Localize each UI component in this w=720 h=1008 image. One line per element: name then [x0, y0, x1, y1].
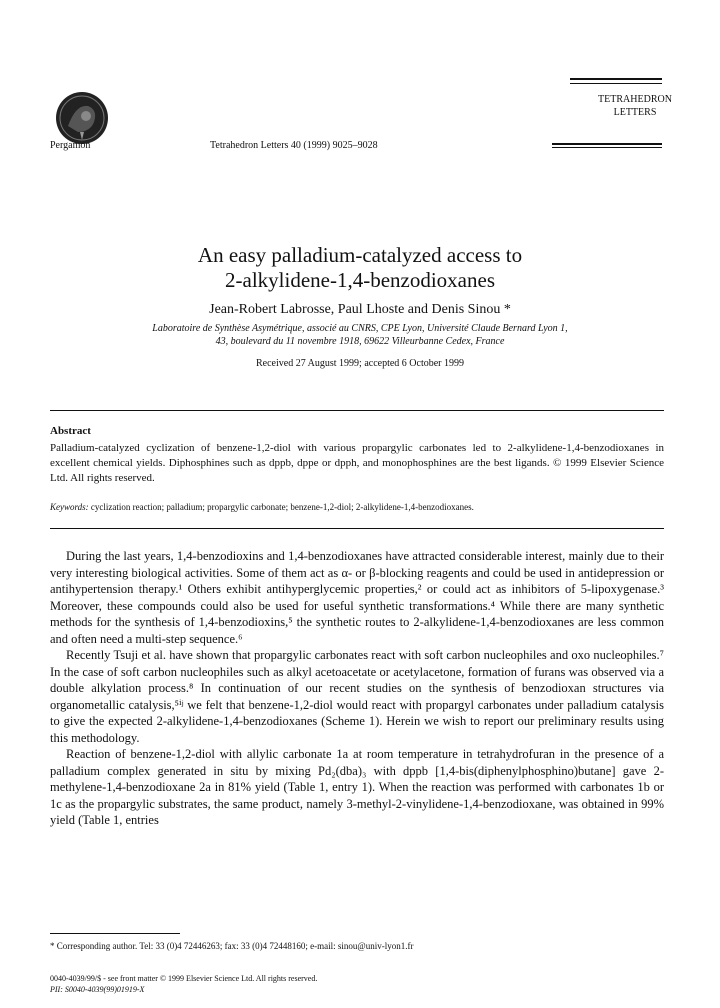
- footnote-rule: [50, 933, 180, 934]
- journal-rule-bottom: [552, 143, 662, 145]
- journal-rule-top-thin: [570, 83, 662, 84]
- title-line-1: An easy palladium-catalyzed access to: [197, 243, 523, 267]
- keywords-text: cyclization reaction; palladium; propargylic carbonate; benzene-1,2-diol; 2-alkylidene-1,4-benzodioxanes.: [88, 502, 474, 512]
- affiliation-line-1: Laboratoire de Synthèse Asymétrique, associé au CNRS, CPE Lyon, Université Claude Bernard Lyon 1,: [152, 323, 568, 334]
- body-paragraph-2: Recently Tsuji et al. have shown that propargylic carbonates react with soft carbon nucleophiles and oxo nucleophiles.⁷ In the case of soft carbon nucleophiles such as alkyl acetoacetate or acetylacetone, formation of furans was observed via a double alkylation process.⁸ In continuation of our recent studies on the synthesis of benzodioxan structures via organometallic catalysis,⁵ⁱʲ we felt that benzene-1,2-diol would react with propargyl carbonates under palladium catalysis to give the expected 2-alkylidene-1,4-benzodioxanes (Scheme 1). Herein we wish to report our preliminary results using this methodology.: [50, 648, 664, 745]
- journal-rule-bottom-thin: [552, 147, 662, 148]
- keywords: [50, 502, 664, 512]
- keywords-label: Keywords:: [50, 502, 89, 512]
- title-line-2: 2-alkylidene-1,4-benzodioxanes: [225, 268, 495, 292]
- affiliation: [60, 322, 660, 348]
- publisher-name: Pergamon: [50, 140, 91, 151]
- abstract-text: Palladium-catalyzed cyclization of benzene-1,2-diol with various propargylic carbonates led to 2-alkylidene-1,4-benzodioxanes in excellent chemical yields. Diphosphines such as dppb, dppe or dpph, and monophosphines are the best ligands. © 1999 Elsevier Science Ltd. All rights reserved.: [50, 442, 664, 484]
- journal-citation: Tetrahedron Letters 40 (1999) 9025–9028: [210, 140, 378, 151]
- journal-name-line1: TETRAHEDRON: [598, 94, 672, 105]
- journal-name: [560, 93, 710, 119]
- body-paragraph-1: During the last years, 1,4-benzodioxins and 1,4-benzodioxanes have attracted considerable interest, mainly due to their very interesting biological activities. Some of them act as α- or β-blocking reagents and could be used in antidepression or antihypertension therapy.¹ Others exhibit antihyperglycemic properties,² or could act as inhibitors of 5-lipoxygenase.³ Moreover, these compounds could also be used for useful synthetic transformations.⁴ While there are many synthetic methods for the synthesis of 1,4-benzodioxins,⁵ the synthetic routes to 2-alkylidene-1,4-benzodioxanes are less common and often need a multi-step sequence.⁶: [50, 549, 664, 646]
- abstract-rule-top: [50, 410, 664, 411]
- body-text: [50, 548, 664, 829]
- journal-rule-top: [570, 78, 662, 80]
- body-paragraph-3: Reaction of benzene-1,2-diol with allylic carbonate 1a at room temperature in tetrahydrofuran in the presence of a palladium complex generated in situ by mixing Pd₂(dba)₃ with dppb [1,4-bis(diphenylphosphino)butane] gave 2-methylene-1,4-benzodioxane 2a in 81% yield (Table 1, entry 1). When the reaction was performed with carbonates 1b or 1c as the propargylic substrates, the same product, namely 3-methyl-2-vinylidene-1,4-benzodioxane, was obtained in 99% yield (Table 1, entries: [50, 747, 664, 827]
- corresponding-author-footnote: * Corresponding author. Tel: 33 (0)4 72446263; fax: 33 (0)4 72448160; e-mail: sinou@univ-lyon1.fr: [50, 941, 414, 951]
- pii-line: PII: S0040-4039(99)01919-X: [50, 985, 145, 994]
- copyright-line: 0040-4039/99/$ - see front matter © 1999 Elsevier Science Ltd. All rights reserved.: [50, 974, 318, 983]
- article-title: [0, 243, 720, 293]
- elsevier-tree-logo-icon: [54, 90, 110, 146]
- received-dates: Received 27 August 1999; accepted 6 October 1999: [256, 358, 464, 369]
- affiliation-line-2: 43, boulevard du 11 novembre 1918, 69622 Villeurbanne Cedex, France: [215, 336, 505, 347]
- authors: Jean-Robert Labrosse, Paul Lhoste and Denis Sinou *: [209, 302, 511, 317]
- copyright-block: [50, 973, 317, 995]
- abstract-rule-bottom: [50, 528, 664, 529]
- abstract-heading: Abstract: [50, 425, 91, 437]
- journal-name-line2: LETTERS: [613, 107, 657, 118]
